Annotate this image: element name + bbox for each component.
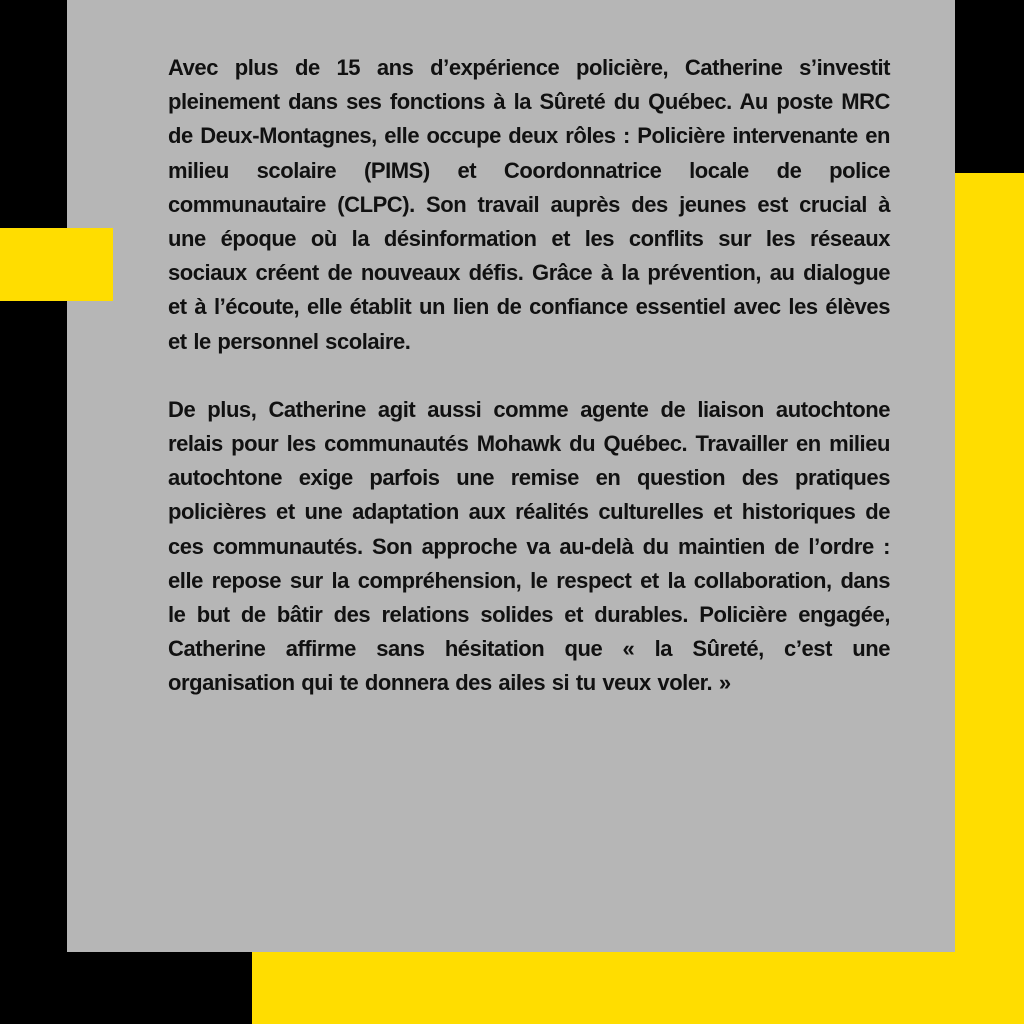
yellow-accent-right (955, 173, 1024, 1024)
paragraph-intro: Avec plus de 15 ans d’expérience policière, Catherine s’investit pleinement dans ses fonctions à la Sûreté du Québec. Au poste MRC de Deux-Montagnes, elle occupe deux rôles : Policière intervenante en milieu scolaire (PIMS) et Coordonnatrice locale de police communautaire (CLPC). Son travail auprès des jeunes est crucial à une époque où la désinformation et les conflits sur les réseaux sociaux créent de nouveaux défis. Grâce à la prévention, au dialogue et à l’écoute, elle établit un lien de confiance essentiel avec les élèves et le personnel scolaire. (168, 55, 890, 354)
yellow-accent-bottom (252, 952, 1024, 1024)
yellow-accent-left-tab (0, 228, 113, 301)
body-text (168, 51, 890, 701)
paragraph-liaison: De plus, Catherine agit aussi comme agente de liaison autochtone relais pour les communautés Mohawk du Québec. Travailler en milieu autochtone exige parfois une remise en question des pratiques policières et une adaptation aux réalités culturelles et historiques de ces communautés. Son approche va au-delà du maintien de l’ordre : elle repose sur la compréhension, le respect et la collaboration, dans le but de bâtir des relations solides et durables. Policière engagée, Catherine affirme sans hésitation que « la Sûreté, c’est une organisation qui te donnera des ailes si tu veux voler. » (168, 396, 890, 696)
